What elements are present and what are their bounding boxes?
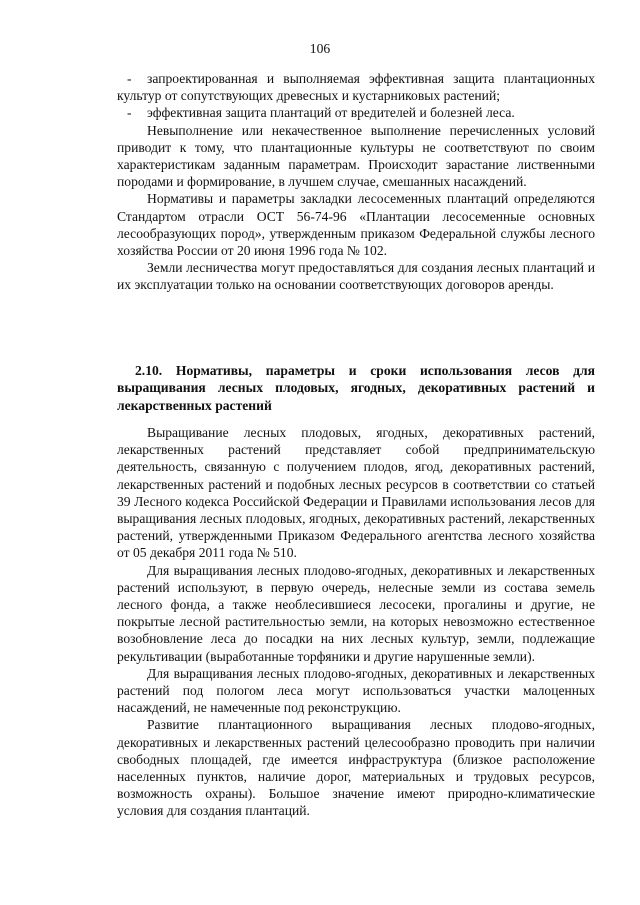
section-text-top (117, 70, 595, 294)
page-number: 106 (309, 41, 331, 56)
list-item-text: эффективная защита плантаций от вредителей и болезней леса. (147, 105, 515, 121)
paragraph: Для выращивания лесных плодово-ягодных, декоративных и лекарственных растений под пологом леса могут использоваться участки малоценных насаждений, не намеченные под реконструкцию. (117, 665, 595, 716)
paragraph: Развитие плантационного выращивания лесных плодово-ягодных, декоративных и лекарственных растений целесообразно проводить при наличии свободных площадей, где имеется инфраструктура (близкое расположение населенных пунктов, наличие дорог, материальных и трудовых ресурсов, возможность охраны). Большое значение имеют природно-климатические условия для создания плантаций. (117, 717, 595, 819)
section-heading: 2.10. Нормативы, параметры и сроки использования лесов для выращивания лесных плодовых, ягодных, декоративных растений и лекарственных растений (117, 363, 595, 413)
paragraph: Невыполнение или некачественное выполнение перечисленных условий приводит к тому, что плантационные культуры не соответствуют по своим характеристикам заданным параметрам. Происходит зарастание лиственными породами и формирование, в лучшем случае, смешанных насаждений. (117, 122, 595, 190)
list-item-text: запроектированная и выполняемая эффективная защита плантационных культур от сопутствующих древесных и кустарниковых растений; (117, 71, 595, 104)
paragraph: Для выращивания лесных плодово-ягодных, декоративных и лекарственных растений используют, в первую очередь, нелесные земли из состава земель лесного фонда, а также необлесившиеся лесосеки, прогалины и другие, не покрытые лесной растительностью земли, на которых невозможно естественное возобновление леса до посадки на них лесных культур, земли, подлежащие рекультивации (выработанные торфяники и другие нарушенные земли). (117, 562, 595, 664)
paragraph: Земли лесничества могут предоставляться для создания лесных плантаций и их эксплуатации только на основании соответствующих договоров аренды. (117, 260, 595, 293)
list-dash: - (127, 105, 132, 121)
paragraph: Выращивание лесных плодовых, ягодных, декоративных растений, лекарственных растений представляет собой предпринимательскую деятельность, связанную с получением плодов, ягод, декоративных растений, лекарственных растений и подобных лесных ресурсов в соответствии со статьей 39 Лесного кодекса Российской Федерации и Правилами использования лесов для выращивания лесных плодовых, ягодных, декоративных растений, лекарственных растений, утвержденными Приказом Федерального агентства лесного хозяйства от 05 декабря 2011 года № 510. (117, 425, 595, 561)
list-item (117, 70, 595, 104)
list-dash: - (127, 71, 132, 86)
list-item (117, 104, 595, 121)
section-text-bottom (117, 424, 595, 820)
paragraph: Нормативы и параметры закладки лесосеменных плантаций определяются Стандартом отрасли ОСТ 56-74-96 «Плантации лесосеменные основных лесообразующих пород», утвержденным приказом Федеральной службы лесного хозяйства России от 20 июня 1996 года № 102. (117, 191, 595, 259)
